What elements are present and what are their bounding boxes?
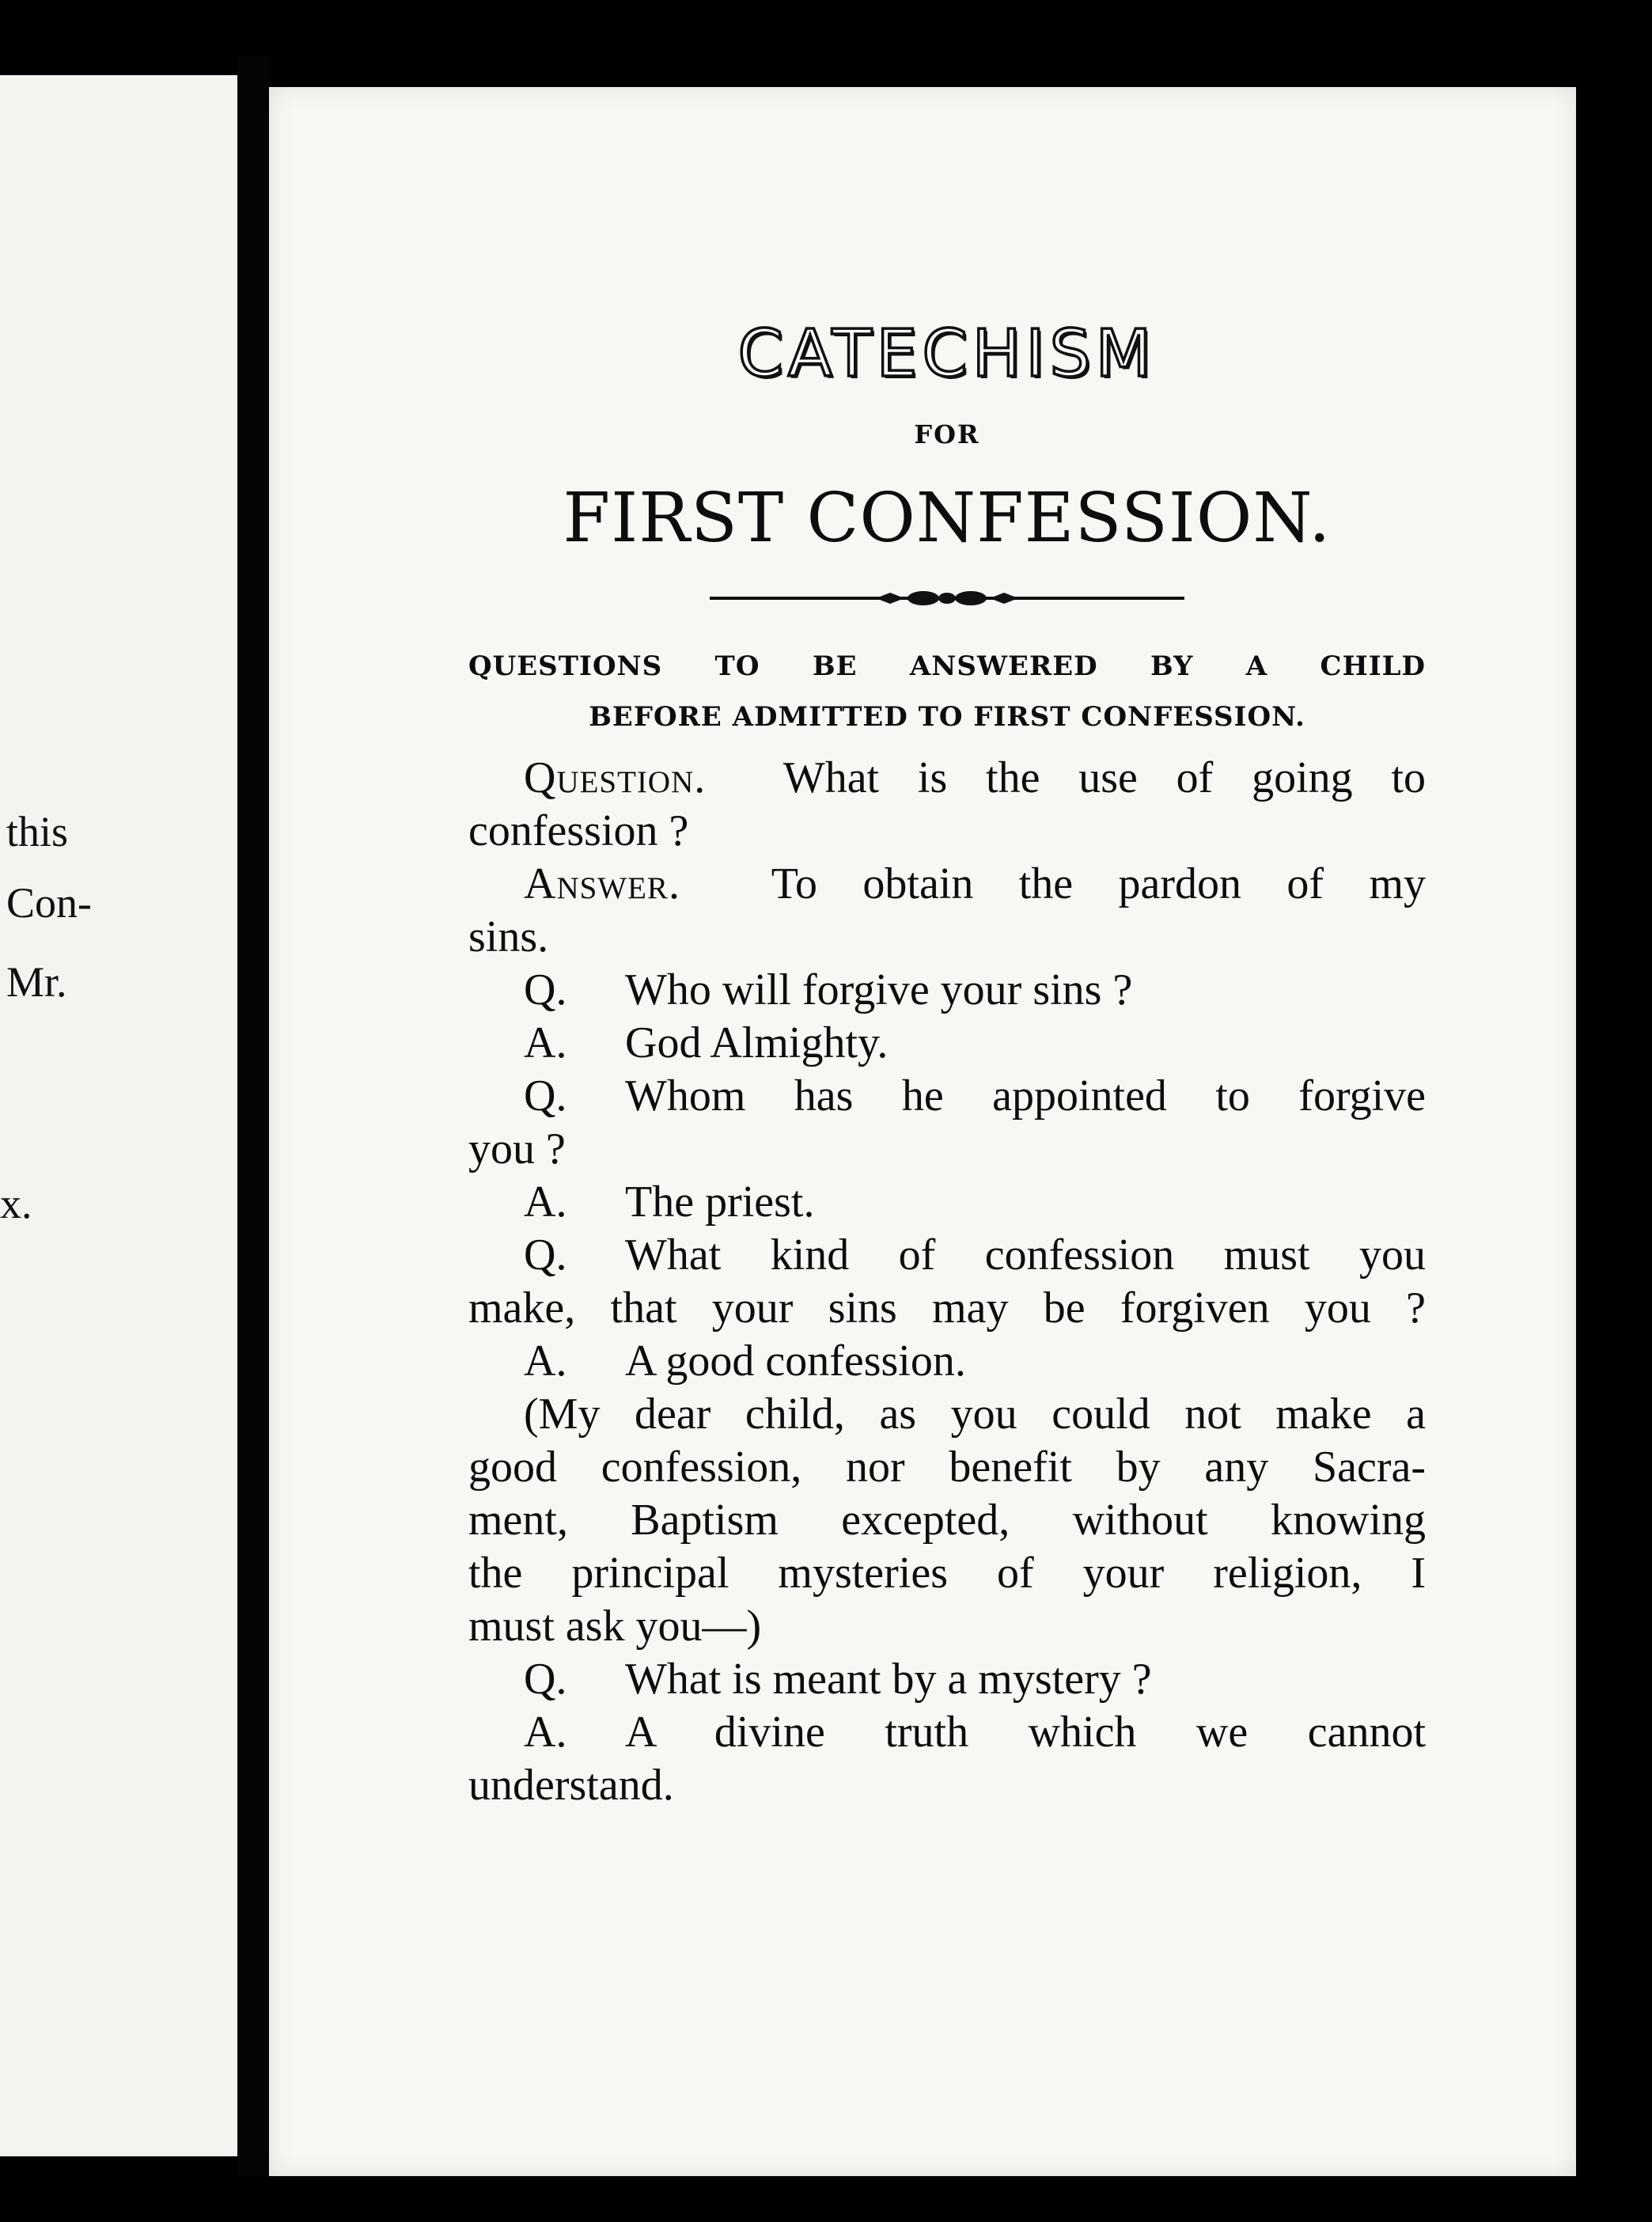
catechism-body bbox=[468, 752, 1426, 1812]
question-label: Q. bbox=[524, 965, 567, 1014]
question-label: Q. bbox=[524, 1230, 567, 1280]
answer-line bbox=[468, 1176, 1426, 1229]
question-line bbox=[468, 1070, 1426, 1123]
question-continuation: you ? bbox=[468, 1124, 566, 1174]
question-text: What is the use of going to bbox=[782, 753, 1427, 802]
left-page-fragment bbox=[0, 75, 237, 2156]
title-for: FOR bbox=[914, 419, 980, 449]
question-text: What is meant by a mystery ? bbox=[625, 1655, 1152, 1704]
question-line bbox=[468, 964, 1426, 1017]
answer-label: A. bbox=[524, 1337, 567, 1386]
question-continuation: make, that your sins may be forgiven you ? bbox=[468, 1284, 1426, 1333]
answer-text: A divine truth which we cannot bbox=[625, 1708, 1426, 1757]
answer-label: Answer. bbox=[524, 859, 680, 908]
ornament-rule bbox=[710, 582, 1184, 614]
note-line: ment, Baptism excepted, without knowing bbox=[468, 1496, 1426, 1545]
book-gutter bbox=[237, 55, 269, 2176]
answer-text: God Almighty. bbox=[625, 1018, 889, 1067]
left-fragment-text: Con- bbox=[6, 879, 92, 927]
answer-text: The priest. bbox=[625, 1177, 815, 1227]
note-line: good confession, nor benefit by any Sacra- bbox=[468, 1443, 1426, 1492]
answer-label: A. bbox=[524, 1708, 567, 1757]
question-text: Who will forgive your sins ? bbox=[625, 965, 1133, 1014]
answer-text: To obtain the pardon of my bbox=[771, 859, 1426, 908]
note-line: the principal mysteries of your religion, I bbox=[468, 1549, 1426, 1598]
question-label: Q. bbox=[524, 1071, 567, 1120]
answer-line bbox=[468, 1017, 1426, 1070]
answer-label: A. bbox=[524, 1018, 567, 1067]
instruction-line: QUESTIONS TO BE ANSWERED BY A CHILD bbox=[468, 650, 1426, 682]
question-line bbox=[468, 1229, 1426, 1282]
answer-line bbox=[468, 1335, 1426, 1388]
note-line: must ask you—) bbox=[468, 1602, 762, 1651]
question-label: Q. bbox=[524, 1655, 567, 1704]
answer-line bbox=[468, 1706, 1426, 1759]
book-page bbox=[269, 87, 1576, 2176]
question-line bbox=[468, 1653, 1426, 1706]
answer-continuation: understand. bbox=[468, 1761, 674, 1810]
instruction-heading bbox=[468, 641, 1426, 742]
left-fragment-text: this bbox=[6, 808, 69, 855]
question-continuation: confession ? bbox=[468, 806, 689, 855]
question-text: Whom has he appointed to forgive bbox=[625, 1071, 1426, 1120]
question-line bbox=[468, 752, 1426, 805]
answer-label: A. bbox=[524, 1177, 567, 1227]
answer-line bbox=[468, 858, 1426, 911]
question-text: What kind of confession must you bbox=[625, 1230, 1426, 1280]
answer-text: A good confession. bbox=[625, 1337, 966, 1386]
note-line: (My dear child, as you could not make a bbox=[524, 1390, 1426, 1439]
answer-continuation: sins. bbox=[468, 912, 549, 961]
left-fragment-text: x. bbox=[0, 1180, 32, 1227]
page-title: CATECHISM bbox=[737, 317, 1157, 392]
left-fragment-text: Mr. bbox=[6, 958, 67, 1006]
question-label: Question. bbox=[524, 753, 707, 802]
instruction-line: BEFORE ADMITTED TO FIRST CONFESSION. bbox=[589, 701, 1305, 733]
page-subtitle: FIRST CONFESSION. bbox=[563, 479, 1332, 558]
